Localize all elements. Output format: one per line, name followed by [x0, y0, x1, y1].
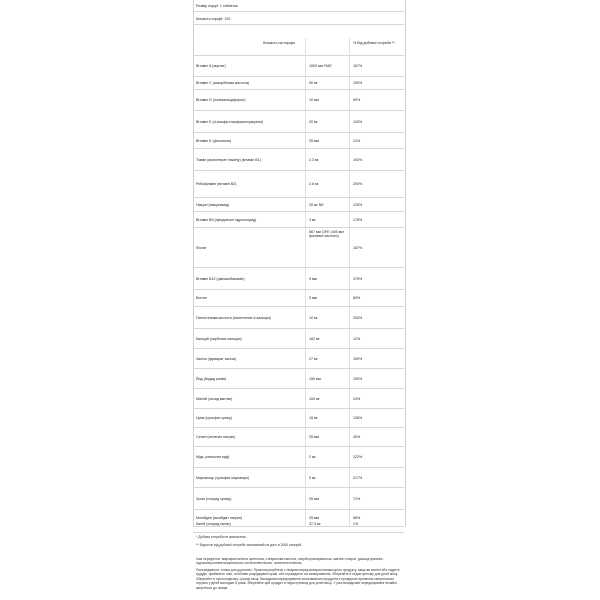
table-row: [193, 329, 404, 349]
serving-size-text: Розмір порції: 1 таблетка: [196, 4, 238, 8]
table-row: [193, 111, 404, 133]
nutrient-name: Марганець (сульфат марганцю): [196, 476, 250, 480]
nutrient-daily-value: 100%: [353, 81, 363, 85]
nutrient-amount: 37,3 мг: [309, 522, 321, 526]
nutrient-daily-value: 1%: [353, 522, 359, 526]
header-amount-per-serving: Кількість на порцію: [263, 41, 296, 45]
nutrient-daily-value: 100%: [353, 377, 363, 381]
nutrient-name: Тіамін (мононітрат тіаміну) (вітамін B1): [196, 158, 261, 162]
nutrient-daily-value: 150%: [353, 357, 363, 361]
nutrient-name: Йод (йодид калію): [196, 377, 227, 381]
nutrient-amount: 100 мг: [309, 397, 320, 401]
nutrient-name: Вітамін B12 (ціанокобаламін): [196, 277, 245, 281]
table-row: [193, 447, 404, 468]
nutrient-amount: 5 мг: [309, 476, 316, 480]
table-row: [193, 349, 404, 369]
footnote-not-established: * Добова потреба не визначена.: [196, 535, 247, 539]
nutrient-name: Хром (хлорид хрому): [196, 497, 232, 501]
nutrient-amount: 2 мг: [309, 455, 316, 459]
nutrient-amount: 2,3 мг: [309, 158, 319, 162]
servings-count-row: [193, 12, 404, 25]
nutrient-daily-value: 45%: [353, 435, 361, 439]
nutrient-daily-value: 217%: [353, 476, 363, 480]
nutrient-amount: 90 мг: [309, 81, 318, 85]
nutrient-name: Молібден (молібдат натрію): [196, 516, 243, 520]
table-row: [193, 212, 404, 228]
nutrient-name: Вітамін C (аскорбінова кислота): [196, 81, 250, 85]
nutrient-name: Вітамін K (філохінон): [196, 139, 232, 143]
table-row: [193, 268, 404, 290]
table-row: [193, 228, 404, 268]
nutrient-amount: 5 мкг: [309, 296, 318, 300]
servings-count-text: Кількість порцій: 120: [196, 17, 231, 21]
nutrient-name: Залізо (фумарат заліза): [196, 357, 236, 361]
serving-size-row: [193, 0, 404, 12]
nutrient-amount: 162 мг: [309, 337, 320, 341]
table-row: [193, 488, 404, 510]
nutrient-name: Кальцій (карбонат кальцію): [196, 337, 242, 341]
nutrient-name: Вітамін B6 (піридоксин гідрохлорид): [196, 218, 257, 222]
nutrient-amount: 20 мг: [309, 120, 318, 124]
header-daily-value: % Від добової потреби **: [353, 41, 395, 45]
nutrient-amount: 667 мкг DFE (400 мкг фолієвої кислоти): [309, 230, 345, 239]
nutrient-name: Магній (оксид магнію): [196, 397, 233, 401]
table-row: [193, 56, 404, 77]
nutrient-amount: 15 мг: [309, 416, 318, 420]
nutrient-name: Вітамін D (холекальциферол): [196, 98, 246, 102]
table-row: [193, 171, 404, 198]
nutrient-daily-value: 24%: [353, 397, 361, 401]
nutrient-name: Мідь (глюконат міді): [196, 455, 230, 459]
nutrient-amount: 25 мкг: [309, 497, 320, 501]
table-row: [193, 409, 404, 428]
table-row: [193, 428, 404, 447]
nutrient-daily-value: 56%: [353, 516, 361, 520]
nutrient-amount: 2,6 мг: [309, 182, 319, 186]
nutrient-amount: 25 мкг: [309, 516, 320, 520]
warning-text: Попередження: тільки для дорослих. Проконсультуйтеся з лікарем перед використанням цього продукту, якщо ви вагітні або годуєте груддю, приймаєте ліки, особливо розріджувачі крові, або страждаєте на захворювання. Зберігайте в недоступному для дітей місці. Зберігайте в прохолодному, сухому місці. Випадкова передозування залізовмісних продуктів є провідною причиною смертельних отруєнь у дітей молодше 6 років. Зберігайте цей продукт в недоступному для дітей місці. У разі випадкової передозування негайно зверніться до лікаря.: [196, 568, 400, 590]
nutrient-daily-value: 200%: [353, 182, 363, 186]
nutrient-amount: 10 мг: [309, 316, 318, 320]
nutrient-name: Калій (хлорид калію): [196, 522, 231, 526]
nutrient-daily-value: 50%: [353, 98, 361, 102]
table-row: [193, 516, 404, 533]
nutrient-amount: 27 мг: [309, 357, 318, 361]
nutrient-amount: 150 мкг: [309, 377, 322, 381]
nutrient-amount: 1500 мкг RAE: [309, 64, 332, 68]
table-row: [193, 369, 404, 389]
nutrient-name: Біотин: [196, 296, 207, 300]
nutrient-daily-value: 192%: [353, 158, 363, 162]
nutrient-daily-value: 136%: [353, 416, 363, 420]
nutrient-daily-value: 222%: [353, 455, 363, 459]
nutrient-amount: 25 мкг: [309, 139, 320, 143]
nutrient-name: Вітамін A (ацетат): [196, 64, 226, 68]
table-header-row: [193, 25, 404, 56]
footnote-daily-value-basis: ** Відсоток від добової потреби заснований на дієті в 2000 калорій.: [196, 543, 302, 547]
nutrient-name: Вітамін E (d-альфа-токоферилсукцинат): [196, 120, 264, 124]
nutrient-daily-value: 375%: [353, 277, 363, 281]
table-row: [193, 389, 404, 409]
nutrient-daily-value: 200%: [353, 316, 363, 320]
nutrient-daily-value: 12%: [353, 337, 361, 341]
nutrient-name: Ніацин (ніацинамід): [196, 203, 230, 207]
table-row: [193, 149, 404, 171]
other-ingredients-text: Інші інгредієнти: мікрокристалічна целюлоза, стеаринова кислота, натрій кроскармелоза, магнію стеарат, діоксид кремнію, гідроксипропілметилцелюлоза, поліетиленгліколь, поліетиленгліколь.: [196, 557, 384, 566]
nutrient-amount: 3 мг: [309, 218, 316, 222]
nutrient-name: Цинк (сульфат цинку): [196, 416, 233, 420]
table-row: [193, 198, 404, 212]
nutrient-amount: 10 мкг: [309, 98, 320, 102]
nutrient-daily-value: 167%: [353, 64, 363, 68]
nutrient-name: Фолат: [196, 246, 207, 250]
nutrient-daily-value: 167%: [353, 246, 363, 250]
table-row: [193, 90, 404, 111]
nutrient-daily-value: 125%: [353, 203, 363, 207]
nutrient-daily-value: 83%: [353, 296, 361, 300]
nutrient-daily-value: 21%: [353, 139, 361, 143]
nutrient-name: Рибофлавін (вітамін B2): [196, 182, 237, 186]
nutrient-daily-value: 71%: [353, 497, 361, 501]
table-row: [193, 290, 404, 307]
table-row: [193, 77, 404, 90]
nutrient-daily-value: 133%: [353, 120, 363, 124]
table-row: [193, 307, 404, 329]
table-row: [193, 468, 404, 488]
nutrient-amount: 25 мкг: [309, 435, 320, 439]
table-row: [193, 133, 404, 149]
nutrient-name: Пантотенова кислота (пантотенат d-кальцію): [196, 316, 271, 320]
nutrient-amount: 20 мг NE: [309, 203, 324, 207]
nutrient-name: Селен (селенат натрію): [196, 435, 236, 439]
nutrient-amount: 9 мкг: [309, 277, 318, 281]
nutrient-daily-value: 176%: [353, 218, 363, 222]
